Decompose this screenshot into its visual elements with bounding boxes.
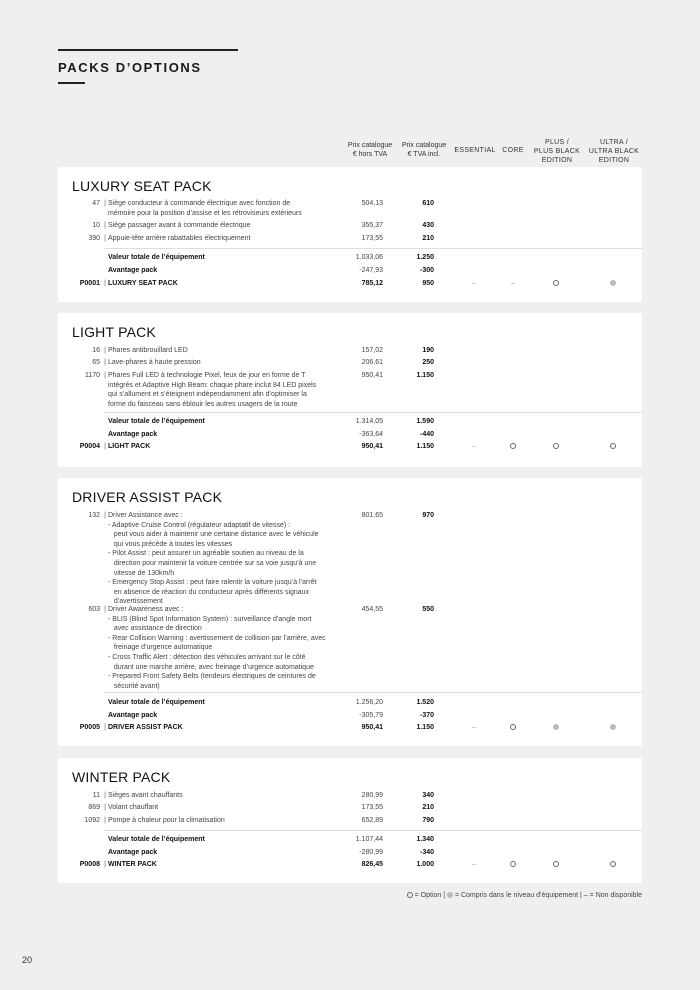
- option-circle-icon: [510, 443, 516, 449]
- cell-text: 950: [422, 280, 434, 287]
- option-circle-icon: [610, 443, 616, 449]
- cell-text: 280,99: [361, 792, 383, 799]
- cell-text: 504,13: [361, 200, 383, 207]
- cell-text: 1092: [84, 817, 100, 824]
- cell-text: 610: [422, 200, 434, 207]
- cell-text: -247,93: [359, 267, 383, 274]
- cell-text: 1.000: [416, 861, 434, 868]
- cell-text: 1.314,05: [355, 418, 383, 425]
- separator: |: [104, 372, 106, 379]
- col-prix-ht: [340, 141, 400, 159]
- pack-card-light: [58, 313, 642, 467]
- separator: |: [104, 235, 106, 242]
- cell-text: 355,37: [361, 222, 383, 229]
- availability-essential: [464, 279, 484, 289]
- cell-text: DRIVER ASSIST PACK: [108, 724, 183, 731]
- cell-text: Valeur totale de l’équipement: [108, 254, 205, 261]
- page-title: PACKS D’OPTIONS: [58, 60, 202, 75]
- cell-text: Avantage pack: [108, 849, 158, 856]
- cell-text: -363,64: [359, 431, 383, 438]
- option-circle-icon: [610, 861, 616, 867]
- legend-option-text: = Option |: [414, 892, 446, 899]
- cell-text: 340: [422, 792, 434, 799]
- separator: |: [104, 280, 106, 287]
- cell-text: 652,89: [361, 817, 383, 824]
- cell-text: Avantage pack: [108, 712, 158, 719]
- pack-title: WINTER PACK: [72, 769, 171, 785]
- availability-ultra: [603, 723, 623, 733]
- cell-text: LIGHT PACK: [108, 443, 151, 450]
- cell-text: Phares antibrouillard LED: [108, 347, 188, 354]
- cell-text: Driver Awareness avec : - BLIS (Blind Spot Information System) : surveillance d’angle mort avec assistance de direction - Rear Collision Warning : avertissement de collision par l’arrière, avec freinage d’urgence automatique - Cross Traffic Alert : détection des véhicules arrivant sur le côté durant une marche arrière, avec freinage d’urgence automatique - Prepared Front Safety Belts (tendeurs électriques de ceintures de sécurité avant): [108, 606, 326, 690]
- cell-text: Lave-phares à haute pression: [108, 359, 201, 366]
- included-dot-icon: [610, 724, 616, 730]
- availability-plus: [546, 279, 566, 289]
- availability-plus: [546, 860, 566, 870]
- included-dot-icon: [553, 724, 559, 730]
- availability-ultra: [603, 442, 623, 452]
- availability-essential: [464, 442, 484, 452]
- availability-core: [503, 860, 523, 870]
- pack-title: LIGHT PACK: [72, 324, 156, 340]
- col-core: CORE: [502, 147, 524, 154]
- included-dot-icon: [610, 280, 616, 286]
- cell-text: 869: [88, 804, 100, 811]
- cell-text: 190: [422, 347, 434, 354]
- cell-text: 210: [422, 235, 434, 242]
- cell-text: 1.150: [416, 372, 434, 379]
- cell-text: 785,12: [361, 280, 383, 287]
- top-rule: [58, 49, 238, 51]
- cell-text: 1.150: [416, 443, 434, 450]
- cell-text: Driver Assistance avec : - Adaptive Cruise Control (régulateur adaptatif de vitesse) : peut vous aider à maintenir une certaine distance avec le véhicule qui vous précède à toutes les vitesses - Pilot Assist : peut assurer un agréable soutien au niveau de la direction pour maintenir la voiture centrée sur sa voie jusqu’à une vitesse de 130km/h - Emergency Stop Assist : peut faire ralentir la voiture jusqu’à l’arrêt en absence de réaction du conducteur après différents signaux d’avertissement: [108, 512, 319, 606]
- separator: |: [104, 347, 106, 354]
- cell-text: 206,61: [361, 359, 383, 366]
- cell-text: 826,45: [361, 861, 383, 868]
- separator: |: [104, 443, 106, 450]
- cell-text: 550: [422, 606, 434, 613]
- cell-text: 390: [88, 235, 100, 242]
- cell-text: 1.520: [416, 699, 434, 706]
- cell-text: 1.590: [416, 418, 434, 425]
- cell-text: Phares Full LED à technologie Pixel, feux de jour en forme de T intégrés et Adaptive High Beam: chaque phare inclut 84 LED pixels qui s’allument et s’éteignent indépendamment afin d’optimiser la forme du faisceau sans éblouir les autres usagers de la route: [108, 372, 317, 408]
- cell-text: PLUS / PLUS BLACK EDITION: [533, 139, 581, 164]
- not-available-mark: –: [472, 724, 476, 731]
- option-circle-icon: [553, 861, 559, 867]
- col-essential: ESSENTIAL: [454, 147, 496, 154]
- cell-text: 430: [422, 222, 434, 229]
- availability-core: [503, 279, 523, 289]
- cell-text: Volant chauffant: [108, 804, 159, 811]
- cell-text: 1170: [84, 372, 100, 379]
- cell-text: Appuie-tête arrière rabattables électriquement: [108, 235, 251, 242]
- availability-plus: [546, 442, 566, 452]
- cell-text: Pompe à chaleur pour la climatisation: [108, 817, 225, 824]
- cell-text: 1.107,44: [355, 836, 383, 843]
- cell-text: -305,79: [359, 712, 383, 719]
- separator: |: [104, 861, 106, 868]
- cell-text: Sièges avant chauffants: [108, 792, 183, 799]
- divider: [104, 412, 642, 413]
- availability-plus: [546, 723, 566, 733]
- option-circle-icon: [553, 443, 559, 449]
- cell-text: 1.340: [416, 836, 434, 843]
- col-ultra: [586, 138, 642, 165]
- cell-text: 1.250: [416, 254, 434, 261]
- cell-text: Valeur totale de l’équipement: [108, 699, 205, 706]
- divider: [104, 248, 642, 249]
- cell-text: 950,41: [361, 443, 383, 450]
- legend: [407, 892, 642, 899]
- separator: |: [104, 359, 106, 366]
- separator: |: [104, 606, 106, 613]
- page-number: 20: [22, 955, 33, 965]
- cell-text: Valeur totale de l’équipement: [108, 836, 205, 843]
- cell-text: Valeur totale de l’équipement: [108, 418, 205, 425]
- option-circle-icon: [510, 861, 516, 867]
- cell-text: 250: [422, 359, 434, 366]
- cell-text: P0008: [79, 861, 100, 868]
- cell-text: 454,55: [361, 606, 383, 613]
- cell-text: 950,41: [361, 724, 383, 731]
- not-available-mark: –: [472, 280, 476, 287]
- cell-text: Siège passager avant à commande électrique: [108, 222, 251, 229]
- cell-text: 173,55: [361, 235, 383, 242]
- cell-text: Avantage pack: [108, 431, 158, 438]
- cell-text: WINTER PACK: [108, 861, 157, 868]
- availability-essential: [464, 860, 484, 870]
- divider: [104, 692, 642, 693]
- cell-text: 16: [92, 347, 100, 354]
- separator: |: [104, 804, 106, 811]
- cell-text: 790: [422, 817, 434, 824]
- option-circle-icon: [407, 892, 413, 898]
- cell-text: 950,41: [361, 372, 383, 379]
- cell-text: 11: [92, 792, 100, 799]
- cell-text: 1.256,20: [355, 699, 383, 706]
- cell-text: Prix catalogue € TVA incl.: [401, 142, 447, 158]
- separator: |: [104, 792, 106, 799]
- cell-text: 603: [88, 606, 100, 613]
- availability-core: [503, 723, 523, 733]
- separator: |: [104, 724, 106, 731]
- pack-title: LUXURY SEAT PACK: [72, 178, 212, 194]
- not-available-mark: –: [472, 861, 476, 868]
- cell-text: LUXURY SEAT PACK: [108, 280, 178, 287]
- not-available-mark: –: [472, 443, 476, 450]
- separator: |: [104, 512, 106, 519]
- cell-text: 173,55: [361, 804, 383, 811]
- availability-essential: [464, 723, 484, 733]
- col-plus: [528, 138, 586, 165]
- cell-text: -370: [419, 712, 434, 719]
- divider: [104, 830, 642, 831]
- separator: |: [104, 817, 106, 824]
- availability-ultra: [603, 860, 623, 870]
- availability-core: [503, 442, 523, 452]
- column-headers: [0, 138, 700, 164]
- cell-text: P0005: [79, 724, 100, 731]
- cell-text: Siège conducteur à commande électrique avec fonction de mémoire pour la position d’assise et les rétroviseurs extérieurs: [108, 200, 302, 217]
- title-underline: [58, 82, 85, 84]
- cell-text: -300: [419, 267, 434, 274]
- pack-card-winter: [58, 758, 642, 883]
- cell-text: 1.150: [416, 724, 434, 731]
- not-available-mark: –: [511, 280, 515, 287]
- cell-text: 801,65: [361, 512, 383, 519]
- cell-text: -280,99: [359, 849, 383, 856]
- separator: |: [104, 222, 106, 229]
- cell-text: 10: [92, 222, 100, 229]
- cell-text: 65: [92, 359, 100, 366]
- cell-text: Avantage pack: [108, 267, 158, 274]
- pack-title: DRIVER ASSIST PACK: [72, 489, 223, 505]
- cell-text: 1.033,06: [355, 254, 383, 261]
- cell-text: 47: [92, 200, 100, 207]
- separator: |: [104, 200, 106, 207]
- availability-ultra: [603, 279, 623, 289]
- pack-card-driver-assist: [58, 478, 642, 746]
- legend-included-text: = Compris dans le niveau d’équipement | – = Non disponible: [454, 892, 642, 899]
- cell-text: P0004: [79, 443, 100, 450]
- cell-text: ULTRA / ULTRA BLACK EDITION: [588, 139, 640, 164]
- cell-text: 132: [88, 512, 100, 519]
- cell-text: 157,02: [361, 347, 383, 354]
- cell-text: 970: [422, 512, 434, 519]
- cell-text: P0001: [79, 280, 100, 287]
- pack-card-luxury-seat: [58, 167, 642, 302]
- option-circle-icon: [510, 724, 516, 730]
- col-prix-ttc: [396, 141, 452, 159]
- cell-text: -440: [419, 431, 434, 438]
- included-dot-icon: [447, 892, 453, 898]
- option-circle-icon: [553, 280, 559, 286]
- cell-text: 210: [422, 804, 434, 811]
- cell-text: -340: [419, 849, 434, 856]
- cell-text: Prix catalogue € hors TVA: [347, 142, 393, 158]
